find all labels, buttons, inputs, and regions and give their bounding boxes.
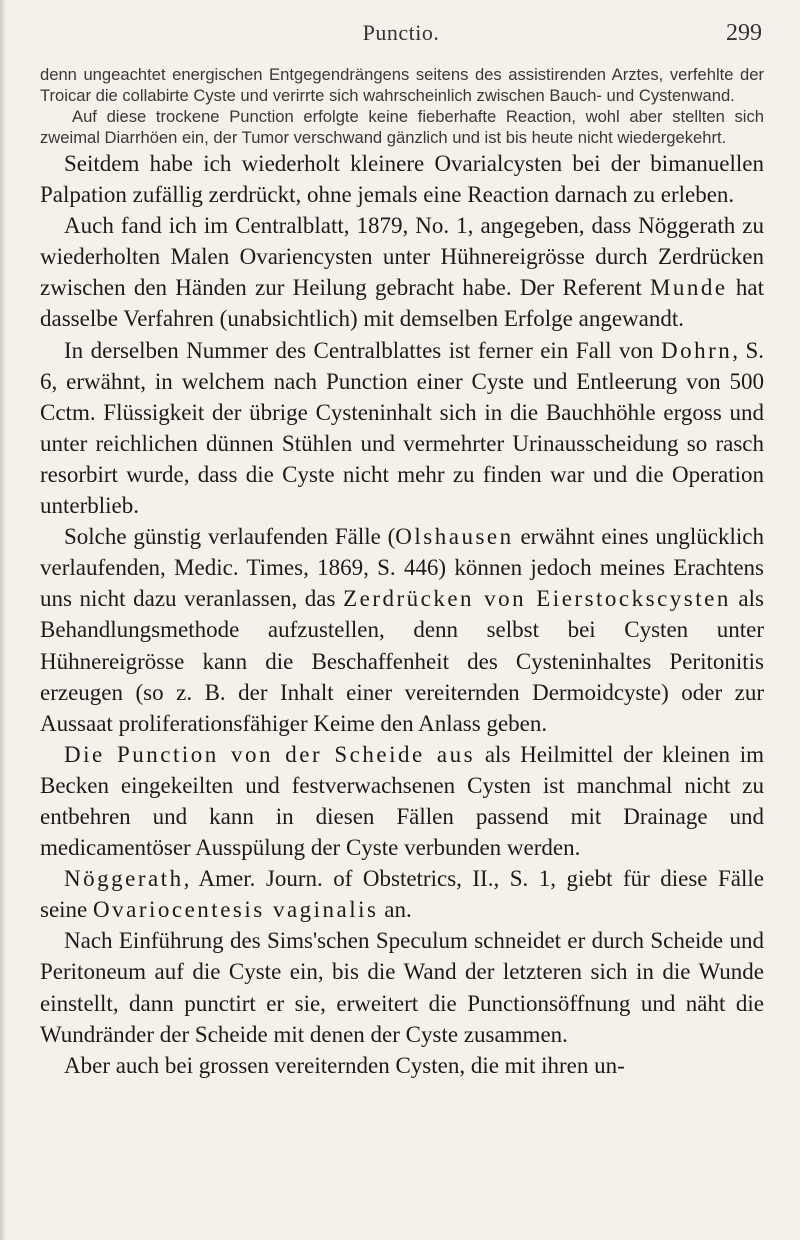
small-print-block	[40, 64, 764, 148]
author-name: Dohrn	[660, 337, 733, 363]
small-print-paragraph: denn ungeachtet energischen Entgegendrängens seitens des assistirenden Arztes, verfehlte der Troicar die collabirte Cyste und verirrte sich wahrscheinlich zwischen Bauch- und Cystenwand.	[40, 65, 764, 105]
text-run: Solche günstig verlaufenden Fälle (	[64, 524, 396, 550]
text-run: als Behandlungsmethode aufzustellen, denn selbst bei Cysten unter Hühnereigrösse kann die Beschaffenheit des Cysteninhaltes Peritonitis erzeugen (so z. B. der Inhalt einer vereiternden Dermoidcyste) oder zur Aussaat proliferationsfähiger Keime den Anlass geben.	[40, 586, 764, 736]
page-number: 299	[726, 20, 762, 46]
paragraph	[40, 863, 764, 925]
emphasized-term: Ovariocentesis vaginalis	[93, 897, 379, 923]
main-text	[40, 148, 764, 1081]
text-run: an.	[378, 897, 412, 923]
author-name: Munde	[649, 275, 728, 301]
paragraph	[40, 210, 764, 334]
author-name: Olshausen	[395, 524, 514, 550]
paragraph	[40, 335, 764, 522]
page-header	[40, 20, 762, 52]
text-run: erwähnt eines unglücklich verlaufenden, Medic. Times, 1869, S. 446) können jedoch meines Erachtens uns nicht dazu veranlassen, das	[40, 524, 764, 612]
emphasized-term: Zerdrücken von Eierstockscysten	[343, 586, 731, 612]
page-body	[40, 64, 764, 1081]
text-run: als Heilmittel der kleinen im Becken eingekeilten und festverwachsenen Cysten ist manchmal nicht zu entbehren und kann in diesen Fällen passend mit Drainage und medicamentöser Ausspülung der Cyste verbunden werden.	[40, 741, 765, 861]
page-edge	[0, 0, 6, 1240]
text-run: In derselben Nummer des Centralblattes ist ferner ein Fall von	[64, 337, 661, 363]
paragraph: Seitdem habe ich wiederholt kleinere Ovarialcysten bei der bimanuellen Palpation zufällig zerdrückt, ohne jemals eine Reaction darnach zu erleben.	[40, 151, 764, 208]
paragraph	[40, 521, 764, 739]
running-title: Punctio.	[362, 20, 440, 45]
author-name: Nöggerath	[64, 866, 184, 892]
text-run: Auch fand ich im Centralblatt, 1879, No. 1, angegeben, dass Nöggerath zu wiederholten Malen Ovariencysten unter Hühnereigrösse durch Zerdrücken zwischen den Händen zur Heilung gebracht habe. Der Referent	[40, 213, 764, 301]
paragraph: Aber auch bei grossen vereiternden Cysten, die mit ihren un-	[64, 1052, 625, 1078]
emphasized-term: Die Punction von der Scheide aus	[64, 741, 476, 767]
text-run: hat dasselbe Verfahren (unabsichtlich) mit demselben Erfolge angewandt.	[40, 275, 764, 332]
text-run: , Amer. Journ. of Obstetrics, II., S. 1, giebt für diese Fälle seine	[40, 866, 764, 923]
paragraph: Nach Einführung des Sims'schen Speculum schneidet er durch Scheide und Peritoneum auf die Cyste ein, bis die Wand der letzteren sich in die Wunde einstellt, dann punctirt er sie, erweitert die Punctionsöffnung und näht die Wundränder der Scheide mit denen der Cyste zusammen.	[40, 928, 764, 1047]
paragraph	[40, 739, 764, 863]
small-print-paragraph: Auf diese trockene Punction erfolgte keine fieberhafte Reaction, wohl aber stellten sich zweimal Diarrhöen ein, der Tumor verschwand gänzlich und ist bis heute nicht wiedergekehrt.	[40, 107, 764, 147]
text-run: , S. 6, erwähnt, in welchem nach Punction einer Cyste und Entleerung von 500 Cctm. Flüssigkeit der übrige Cysteninhalt sich in die Bauchhöhle ergoss und unter reichlichen dünnen Stühlen und vermehrter Urinausscheidung so rasch resorbirt wurde, dass die Cyste nicht mehr zu finden war und die Operation unterblieb.	[40, 337, 764, 519]
